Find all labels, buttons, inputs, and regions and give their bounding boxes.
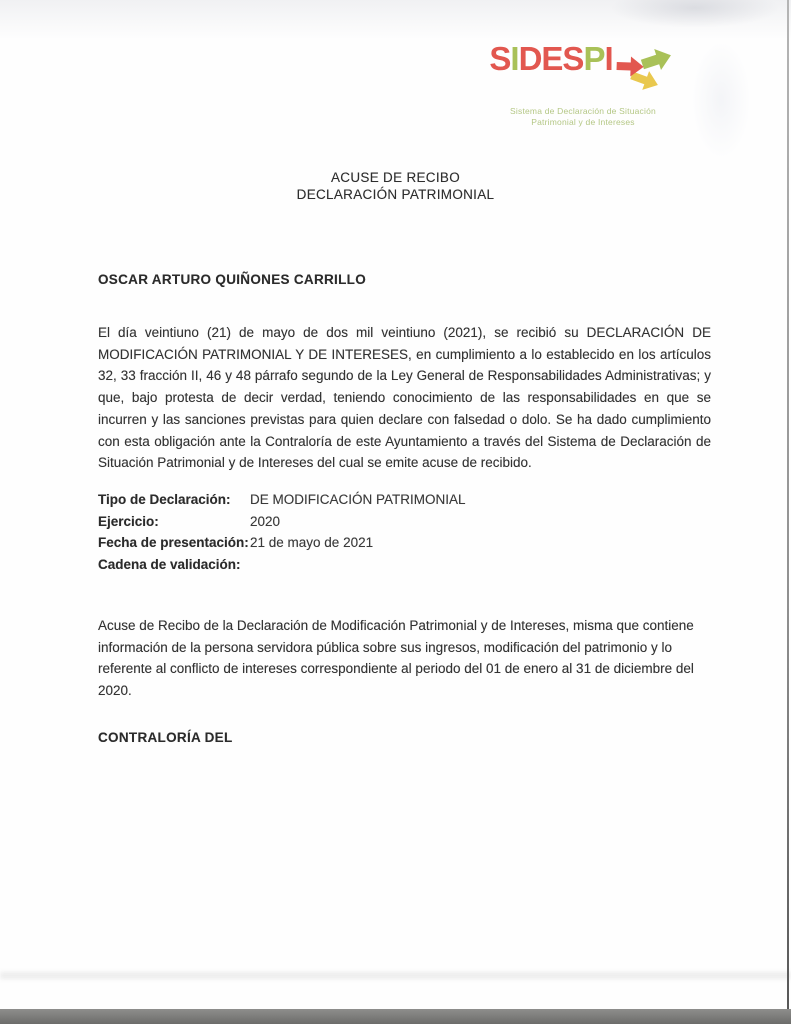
- field-row-fecha-presentacion: [98, 532, 718, 554]
- field-value: DE MODIFICACIÓN PATRIMONIAL: [250, 492, 466, 507]
- field-value: 21 de mayo de 2021: [250, 535, 374, 551]
- brand-letter: S: [562, 40, 584, 77]
- brand-letter: E: [541, 40, 563, 77]
- brand-letter: S: [489, 40, 511, 77]
- document-title: [0, 169, 791, 203]
- field-row-ejercicio: [98, 511, 718, 533]
- brand-letter: P: [583, 40, 605, 77]
- sidespi-logo: [488, 36, 678, 128]
- field-label: Ejercicio:: [98, 513, 159, 529]
- body-paragraph-2: Acuse de Recibo de la Declaración de Modificación Patrimonial y de Intereses, misma que contiene información de la persona servidora pública sobre sus ingresos, modificación del patrimonio y lo referente al conflicto de intereses correspondiente al periodo del 01 de enero al 31 de diciembre del 2020.: [98, 618, 694, 698]
- scan-right-haze: [691, 40, 751, 160]
- scan-top-haze: [0, 0, 791, 40]
- title-line1: ACUSE DE RECIBO: [330, 170, 461, 185]
- scan-artifact-line: [0, 972, 791, 979]
- recipient-name: OSCAR ARTURO QUIÑONES CARRILLO: [98, 272, 366, 287]
- scan-edge-bottom: [0, 1009, 791, 1024]
- field-row-tipo-declaracion: [98, 489, 718, 511]
- field-label: Fecha de presentación:: [98, 535, 249, 551]
- brand-letter: I: [510, 40, 519, 77]
- issuing-office: CONTRALORÍA DEL: [98, 730, 233, 745]
- tagline-line2: Patrimonial y de Intereses: [531, 117, 635, 127]
- sidespi-wordmark: [489, 36, 612, 75]
- brand-letter: I: [604, 40, 613, 77]
- body-paragraph-1: El día veintiuno (21) de mayo de dos mil veintiuno (2021), se recibió su DECLARACIÓN DE MODIFICACIÓN PATRIMONIAL Y DE INTERESES, en cumplimiento a lo establecido en los artículos 32, 33 fracción II, 46 y 48 párrafo segundo de la Ley General de Responsabilidades Administrativas; y que, bajo protesta de decir verdad, teniendo conocimiento de las responsabilidades en que se incurren y las sanciones previstas para quien declare con falsedad o dolo. Se ha dado cumplimiento con esta obligación ante la Contraloría de este Ayuntamiento a través del Sistema de Declaración de Situación Patrimonial y de Intereses del cual se emite acuse de recibido.: [98, 325, 711, 471]
- field-row-cadena-validacion: [98, 554, 718, 576]
- declaration-fields: [98, 489, 718, 575]
- title-line2: DECLARACIÓN PATRIMONIAL: [296, 187, 495, 202]
- scan-top-smudge: [610, 0, 780, 28]
- sidespi-tagline: [488, 106, 678, 128]
- field-value: 2020: [250, 513, 281, 529]
- scan-edge-right: [787, 0, 789, 1024]
- tagline-line1: Sistema de Declaración de Situación: [510, 106, 656, 116]
- field-label: Tipo de Declaración:: [98, 492, 231, 507]
- triple-arrow-icon: [615, 36, 677, 103]
- brand-letter: D: [518, 40, 542, 77]
- field-label: Cadena de validación:: [98, 556, 241, 572]
